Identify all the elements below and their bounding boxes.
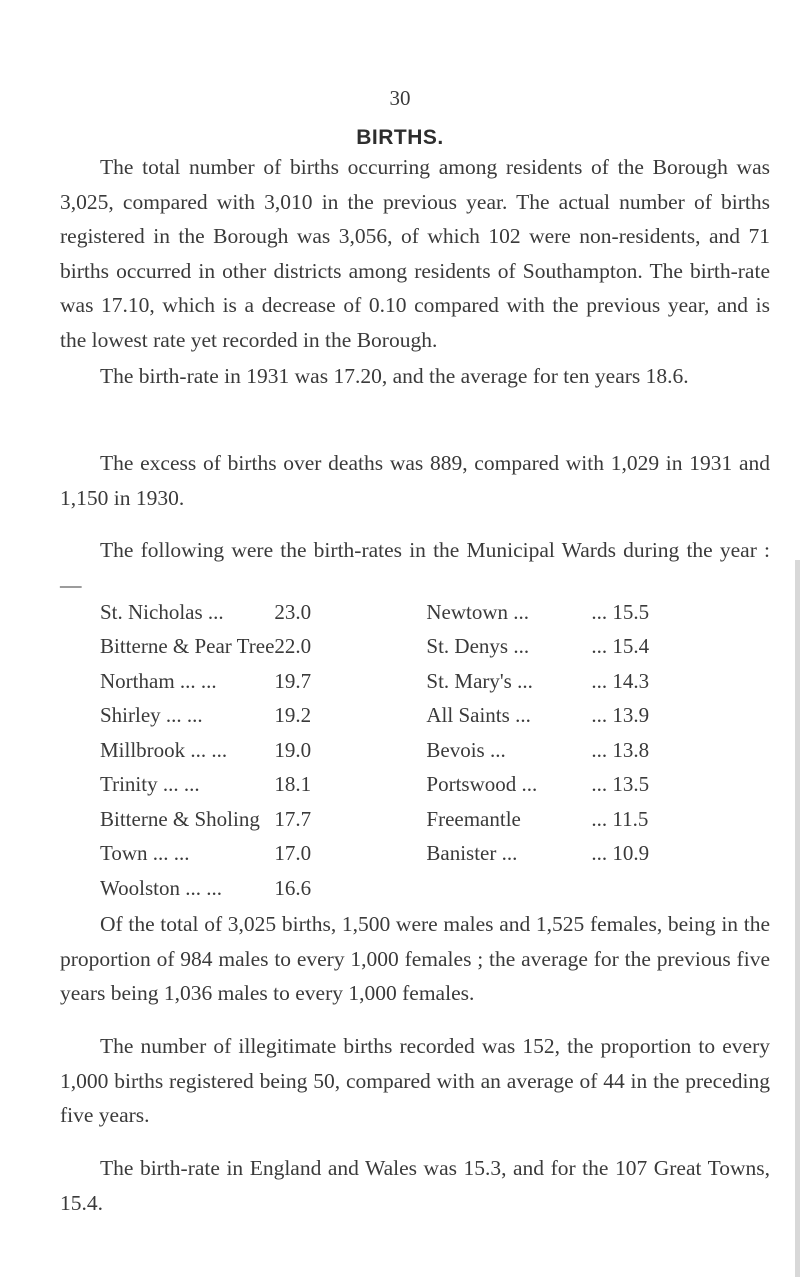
- birth-rate-1931-paragraph: The birth-rate in 1931 was 17.20, and the average for ten years 18.6.: [100, 364, 689, 388]
- ward-rate: ... 15.5: [591, 599, 650, 624]
- sex-ratio-paragraph: Of the total of 3,025 births, 1,500 were males and 1,525 females, being in the proportion of 984 males to every 1,000 females ; the average for the previous five years being 1,036 males to every 1,000 females.: [60, 912, 770, 1005]
- ward-name: Bitterne & Sholing: [100, 806, 260, 831]
- ward-rate: ... 15.4: [591, 634, 650, 659]
- national-comparison-paragraph: The birth-rate in England and Wales was 15.3, and for the 107 Great Towns, 15.4.: [60, 1156, 770, 1215]
- ward-name: Northam ... ...: [100, 668, 217, 693]
- ward-rate: ... 13.9: [591, 703, 650, 728]
- ward-name: St. Nicholas ...: [100, 599, 224, 624]
- ward-rate: ... 13.5: [591, 772, 650, 797]
- ward-rate: ... 11.5: [591, 806, 649, 831]
- ward-name: Millbrook ... ...: [100, 737, 228, 762]
- page-number: 30: [389, 86, 411, 110]
- ward-rate: 18.1: [274, 772, 312, 797]
- ward-name: All Saints ...: [426, 703, 531, 728]
- table-row: [100, 837, 671, 872]
- table-row: [100, 595, 671, 630]
- illegitimate-births-paragraph: The number of illegitimate births recorded was 152, the proportion to every 1,000 births registered being 50, compared with an average of 44 in the preceding five years.: [60, 1034, 770, 1127]
- ward-birth-rates-table: [100, 595, 671, 906]
- ward-rate: 23.0: [274, 599, 312, 624]
- ward-name: Freemantle: [426, 806, 521, 831]
- table-row: [100, 802, 671, 837]
- ward-name: [426, 871, 591, 906]
- ward-rate: ... 13.8: [591, 737, 650, 762]
- ward-rate: ... 10.9: [591, 841, 650, 866]
- ward-rate: 19.2: [274, 703, 312, 728]
- ward-name: Bevois ...: [426, 737, 506, 762]
- ward-rate: 16.6: [274, 875, 312, 900]
- ward-rate: 17.0: [274, 841, 312, 866]
- ward-name: Woolston ... ...: [100, 875, 222, 900]
- table-row: [100, 699, 671, 734]
- ward-rate: 19.0: [274, 737, 312, 762]
- page-edge-shadow: [795, 560, 800, 1277]
- ward-rate: 19.7: [274, 668, 312, 693]
- table-row: [100, 768, 671, 803]
- ward-rate: [591, 871, 671, 906]
- births-total-paragraph: The total number of births occurring among residents of the Borough was 3,025, compared with 3,010 in the previous year. The actual number of births registered in the Borough was 3,056, of which 102 were non-residents, and 71 births occurred in other districts among residents of Southampton. The birth-rate was 17.10, which is a decrease of 0.10 compared with the previous year, and is the lowest rate yet recorded in the Borough.: [60, 155, 770, 352]
- ward-name: Bitterne & Pear Tree: [100, 634, 275, 659]
- table-row: [100, 733, 671, 768]
- ward-name: Town ... ...: [100, 841, 190, 866]
- ward-rate: ... 14.3: [591, 668, 650, 693]
- ward-name: St. Denys ...: [426, 634, 530, 659]
- section-heading: BIRTHS.: [356, 126, 444, 149]
- ward-name: Newtown ...: [426, 599, 530, 624]
- ward-name: Portswood ...: [426, 772, 538, 797]
- table-row: [100, 871, 671, 906]
- wards-intro-paragraph: The following were the birth-rates in the Municipal Wards during the year :—: [60, 538, 770, 597]
- table-row: [100, 630, 671, 665]
- ward-name: Banister ...: [426, 841, 518, 866]
- ward-name: Shirley ... ...: [100, 703, 203, 728]
- table-row: [100, 664, 671, 699]
- ward-rate: 22.0: [274, 634, 312, 659]
- ward-name: St. Mary's ...: [426, 668, 533, 693]
- ward-name: Trinity ... ...: [100, 772, 200, 797]
- excess-births-paragraph: The excess of births over deaths was 889, compared with 1,029 in 1931 and 1,150 in 1930.: [60, 451, 770, 510]
- ward-rate: 17.7: [274, 806, 312, 831]
